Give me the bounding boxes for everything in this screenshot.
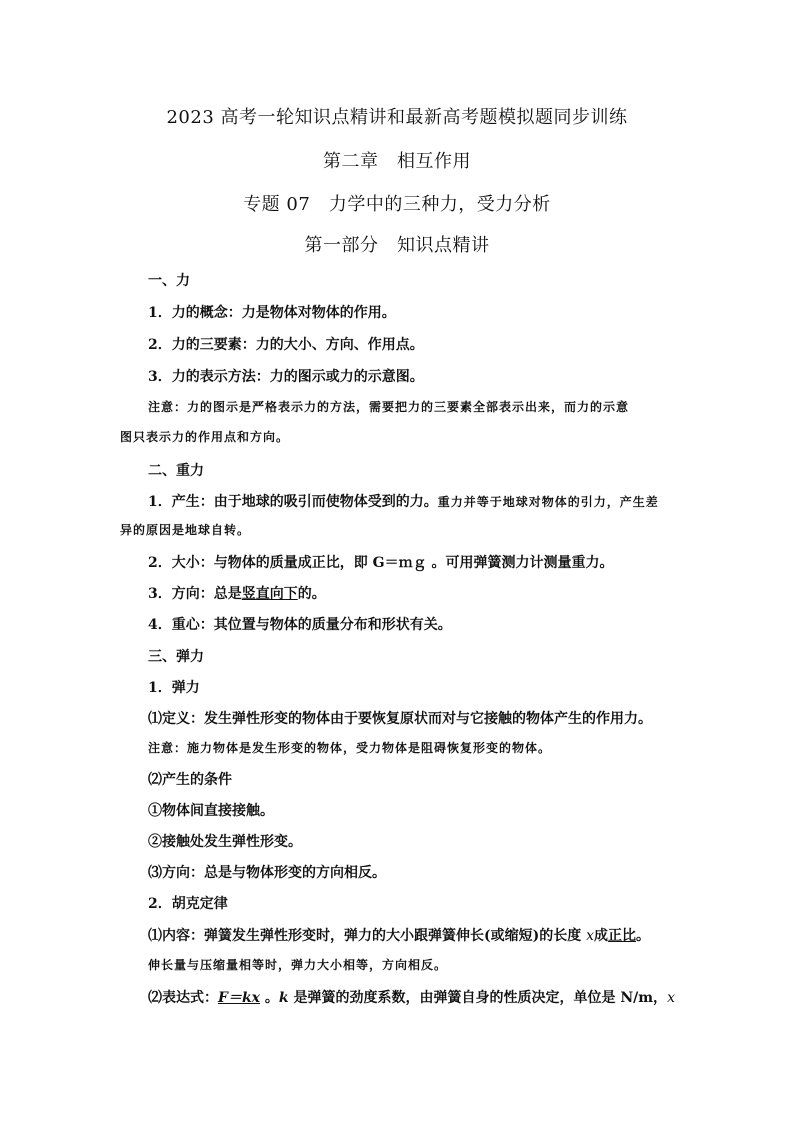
elastic-subheading: 1．弹力	[148, 680, 200, 696]
elastic-definition: ⑴定义：发生弹性形变的物体由于要恢复原状而对与它接触的物体产生的作用力。	[148, 711, 652, 727]
hooke-expr-k: k	[278, 990, 289, 1006]
elastic-condition-2: ②接触处发生弹性形变。	[148, 834, 302, 850]
gravity-direction	[148, 583, 708, 603]
hooke-subheading: 2．胡克定律	[148, 896, 228, 912]
hooke-content-d: 。	[636, 928, 651, 944]
hooke-content-a: ⑴内容：弹簧发生弹性形变时，弹力的大小跟弹簧伸长(或缩短)的长度	[148, 928, 587, 944]
hooke-content-x: x	[586, 928, 595, 944]
hooke-expr-a: ⑵表达式：	[148, 990, 218, 1006]
topic-title: 专题 07 力学中的三种力，受力分析	[243, 194, 551, 215]
section-heading-force: 一、力	[148, 273, 190, 289]
elastic-condition-1: ①物体间直接接触。	[148, 803, 274, 819]
hooke-expr-c: 是弹簧的劲度系数，由弹簧自身的性质决定，单位是 N/m，	[288, 990, 668, 1006]
doc-title: 2023 高考一轮知识点精讲和最新高考题模拟题同步训练	[166, 107, 628, 128]
force-representation: 3．力的表示方法：力的图示或力的示意图。	[148, 369, 424, 385]
force-note-line2: 图只表示力的作用点和方向。	[120, 430, 290, 444]
gravity-origin-note: 重力并等于地球对物体的引力，产生差	[437, 495, 659, 509]
hooke-expr-b: 。	[260, 990, 279, 1006]
gravity-magnitude: 2．大小：与物体的质量成正比，即 G＝ｍｇ 。可用弹簧测力计测量重力。	[148, 555, 614, 571]
hooke-content-b: 成	[594, 928, 609, 944]
hooke-content-key: 正比	[608, 928, 637, 944]
force-concept: 1．力的概念：力是物体对物体的作用。	[148, 305, 396, 321]
gravity-origin-text: 1．产生：由于地球的吸引而使物体受到的力。	[148, 494, 438, 510]
hooke-content	[148, 925, 708, 945]
force-note-line1: 注意：力的图示是严格表示力的方法，需要把力的三要素全部表示出来，而力的示意	[148, 400, 630, 414]
part-title: 第一部分 知识点精讲	[304, 235, 490, 256]
hooke-expr-formula: F＝kx	[218, 990, 260, 1006]
gravity-direction-c: 的。	[297, 586, 326, 602]
elastic-direction: ⑶方向：总是与物体形变的方向相反。	[148, 865, 386, 881]
hooke-expr-x: x	[667, 990, 675, 1006]
elastic-note: 注意：施力物体是发生形变的物体，受力物体是阻碍恢复形变的物体。	[148, 741, 552, 755]
section-heading-elastic: 三、弹力	[148, 649, 204, 665]
gravity-direction-key: 竖直向下	[241, 586, 298, 602]
gravity-origin-note-cont: 异的原因是地球自转。	[120, 523, 251, 537]
chapter-title: 第二章 相互作用	[323, 151, 471, 172]
gravity-center: 4．重心：其位置与物体的质量分布和形状有关。	[148, 617, 452, 633]
force-elements: 2．力的三要素：力的大小、方向、作用点。	[148, 337, 424, 353]
hooke-note: 伸长量与压缩量相等时，弹力大小相等，方向相反。	[148, 958, 448, 972]
hooke-expression	[148, 987, 708, 1007]
elastic-condition: ⑵产生的条件	[148, 772, 232, 788]
gravity-direction-a: 3．方向：总是	[148, 586, 242, 602]
section-heading-gravity: 二、重力	[148, 463, 204, 479]
gravity-origin	[148, 491, 708, 511]
